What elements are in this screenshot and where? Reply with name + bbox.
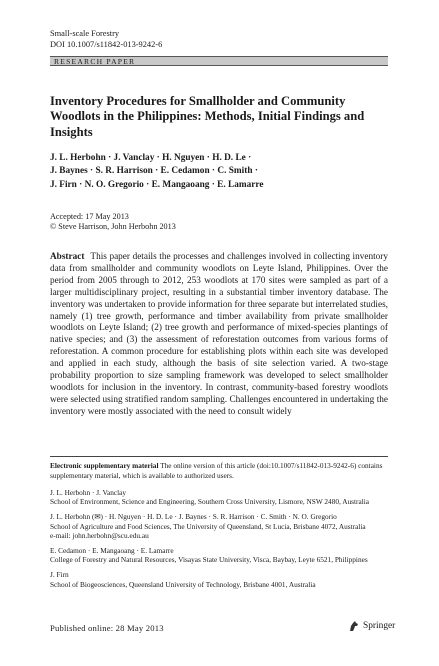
author-line: J. Firn · N. O. Gregorio · E. Mangaoang · E. Lamarre <box>50 179 264 190</box>
publisher-logo <box>348 620 395 632</box>
affiliation-block <box>50 512 388 540</box>
affiliation-email[interactable]: e-mail: john.herbohn@scu.edu.au <box>50 530 149 540</box>
affiliation-block <box>50 488 388 506</box>
published-online-date: Published online: 28 May 2013 <box>50 623 164 633</box>
copyright-line: © Steve Harrison, John Herbohn 2013 <box>50 222 176 232</box>
affiliation-block <box>50 546 388 564</box>
esm-text: The online version of this article (doi:10.1007/s11842-013-9242-6) contains supplementary material, which is available to authorized users. <box>50 461 383 480</box>
article-type-banner: RESEARCH PAPER <box>50 56 388 66</box>
abstract-label: Abstract <box>50 252 85 262</box>
journal-header <box>50 29 162 50</box>
affiliation-address: School of Environment, Science and Engineering, Southern Cross University, Lismore, NSW 2480, Australia <box>50 497 369 507</box>
affiliation-names: E. Cedamon · E. Mangaoang · E. Lamarre <box>50 546 174 556</box>
affiliation-names: J. Firn <box>50 570 69 580</box>
journal-doi: DOI 10.1007/s11842-013-9242-6 <box>50 39 163 49</box>
accepted-date: Accepted: 17 May 2013 <box>50 212 129 221</box>
affiliation-address: School of Biogeosciences, Queensland University of Technology, Brisbane 4001, Australia <box>50 579 316 589</box>
affiliation-block <box>50 570 388 588</box>
author-line: J. Baynes · S. R. Harrison · E. Cedamon · C. Smith · <box>50 166 258 177</box>
article-dates <box>50 212 176 232</box>
affiliation-address: College of Forestry and Natural Resources, Visayas State University, Visca, Baybay, Leyte 6521, Philippines <box>50 555 368 565</box>
affiliation-names: J. L. Herbohn (✉) · H. Nguyen · H. D. Le · J. Baynes · S. R. Harrison · C. Smith · N. O. Gregorio <box>50 512 337 522</box>
abstract-text: This paper details the processes and challenges involved in collecting inventory data from smallholder and community woodlots on Leyte Island, Philippines. Over the period from 2005 through to 2012, 253 woodlots at 170 sites were sampled as part of a larger multidisciplinary project, resulting in a substantial timber inventory database. The inventory was undertaken to provide information for three separate but interrelated studies, namely (1) tree growth, performance and timber availability from private smallholder woodlots on Leyte Island; (2) tree growth and performance of mixed-species plantings of native species; and (3) the assessment of reforestation outcomes from various forms of reforestation. A common procedure for establishing plots within each site was developed and applied in each study, although the basis of site selection varied. A two-stage probability proportion to size sampling framework was developed to select smallholder woodlots for inclusion in the inventory. In contrast, community-based forestry woodlots were selected using stratified random sampling. Challenges encountered in undertaking the inventory were mostly associated with the need to consult widely <box>50 252 388 417</box>
supplementary-note <box>50 461 388 480</box>
author-line: J. L. Herbohn · J. Vanclay · H. Nguyen · H. D. Le · <box>50 153 252 163</box>
esm-label: Electronic supplementary material <box>50 461 159 470</box>
article-title: Inventory Procedures for Smallholder and Community Woodlots in the Philippines: Methods, Initial Findings and Insights <box>50 94 365 139</box>
abstract <box>50 252 388 419</box>
author-list <box>50 152 370 192</box>
affiliation-names: J. L. Herbohn · J. Vanclay <box>50 488 127 497</box>
footnote-divider <box>50 456 388 457</box>
publisher-name: Springer <box>363 621 396 631</box>
affiliation-address: School of Agriculture and Food Sciences, The University of Queensland, St Lucia, Brisbane 4072, Australia <box>50 521 366 531</box>
affiliations <box>50 488 388 595</box>
springer-horse-icon <box>348 620 360 632</box>
journal-name: Small-scale Forestry <box>50 29 120 38</box>
